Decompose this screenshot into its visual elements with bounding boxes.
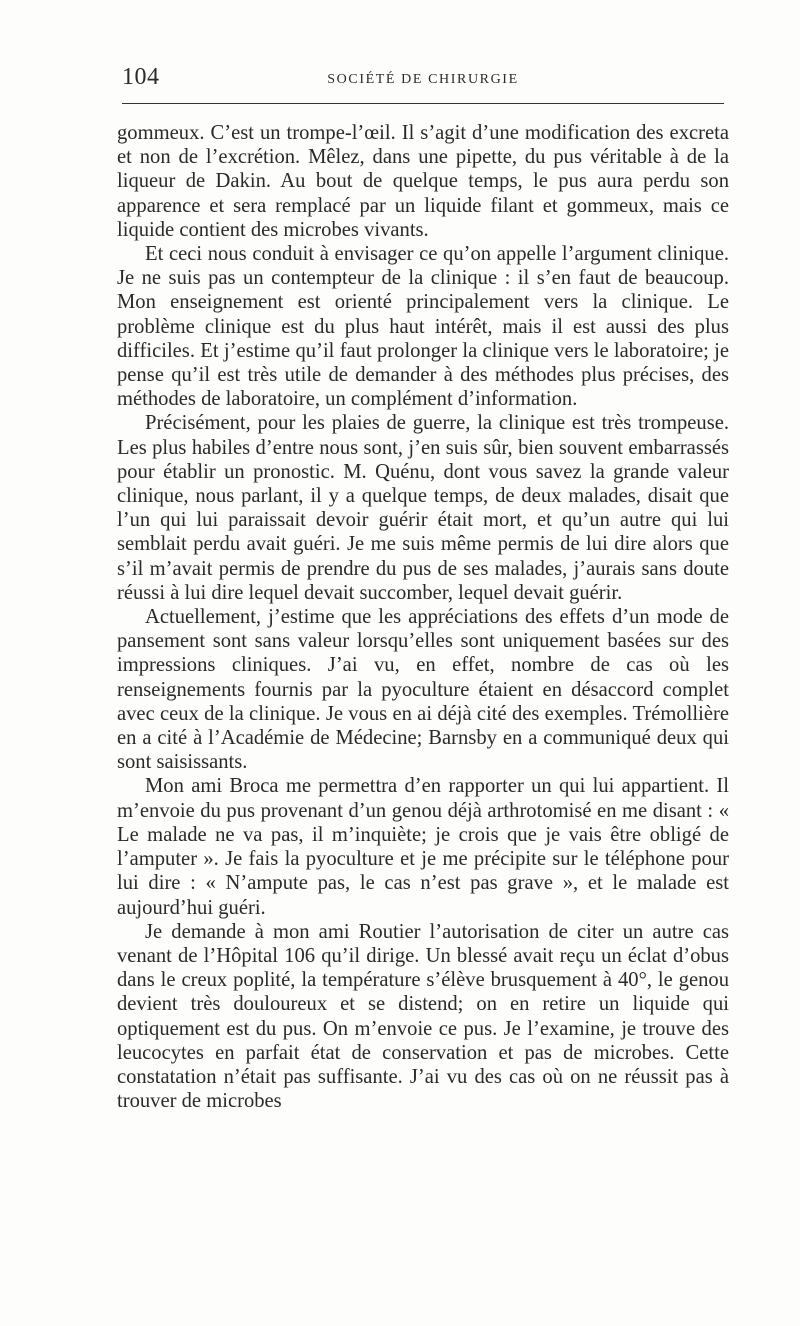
page-header — [122, 62, 724, 102]
page-number: 104 — [122, 64, 160, 90]
paragraph: Précisément, pour les plaies de guerre, la clinique est très trompeuse. Les plus habiles d’entre nous sont, j’en suis sûr, bien souvent embarrassés pour établir un pronostic. M. Quénu, dont vous savez la grande valeur clinique, nous parlant, il y a quelque temps, de deux malades, disait que l’un qui lui paraissait devoir guérir était mort, et qu’un autre qui lui semblait perdu avait guéri. Je me suis même permis de lui dire alors que s’il m’avait permis de prendre du pus de ses malades, j’aurais sans doute réussi à lui dire lequel devait succomber, lequel devait guérir. — [117, 412, 729, 604]
header-rule — [122, 103, 724, 104]
paragraph: Actuellement, j’estime que les appréciations des effets d’un mode de pansement sont sans valeur lorsqu’elles sont uniquement basées sur des impressions cliniques. J’ai vu, en effet, nombre de cas où les renseignements fournis par la pyoculture étaient en désaccord complet avec ceux de la clinique. Je vous en ai déjà cité des exemples. Trémollière en a cité à l’Académie de Médecine; Barnsby en a communiqué deux qui sont saisissants. — [117, 606, 729, 774]
paragraph: gommeux. C’est un trompe-l’œil. Il s’agit d’une modification des excreta et non de l’excrétion. Mêlez, dans une pipette, du pus véritable à de la liqueur de Dakin. Au bout de quelque temps, le pus aura perdu son apparence et sera remplacé par un liquide filant et gommeux, mais ce liquide contient des microbes vivants. — [117, 122, 729, 241]
running-title: SOCIÉTÉ DE CHIRURGIE — [327, 72, 519, 87]
paragraph: Mon ami Broca me permettra d’en rapporter un qui lui appartient. Il m’envoie du pus provenant d’un genou déjà arthrotomisé en me disant : « Le malade ne va pas, il m’inquiète; je crois que je vais être obligé de l’amputer ». Je fais la pyoculture et je me précipite sur le téléphone pour lui dire : « N’ampute pas, le cas n’est pas grave », et le malade est aujourd’hui guéri. — [117, 775, 729, 919]
body-text — [117, 121, 729, 1113]
paragraph: Et ceci nous conduit à envisager ce qu’on appelle l’argument clinique. Je ne suis pas un contempteur de la clinique : il s’en faut de beaucoup. Mon enseignement est orienté principalement vers la clinique. Le problème clinique est du plus haut intérêt, mais il est aussi des plus difficiles. Et j’estime qu’il faut prolonger la clinique vers le laboratoire; je pense qu’il est très utile de demander à des méthodes plus précises, des méthodes de laboratoire, un complément d’information. — [117, 243, 729, 411]
paragraph: Je demande à mon ami Routier l’autorisation de citer un autre cas venant de l’Hôpital 106 qu’il dirige. Un blessé avait reçu un éclat d’obus dans le creux poplité, la température s’élève brusquement à 40°, le genou devient très douloureux et se distend; on en retire un liquide qui optiquement est du pus. On m’envoie ce pus. Je l’examine, je trouve des leucocytes en parfait état de conservation et pas de microbes. Cette constatation n’était pas suffisante. J’ai vu des cas où on ne réussit pas à trouver de microbes — [117, 920, 729, 1113]
